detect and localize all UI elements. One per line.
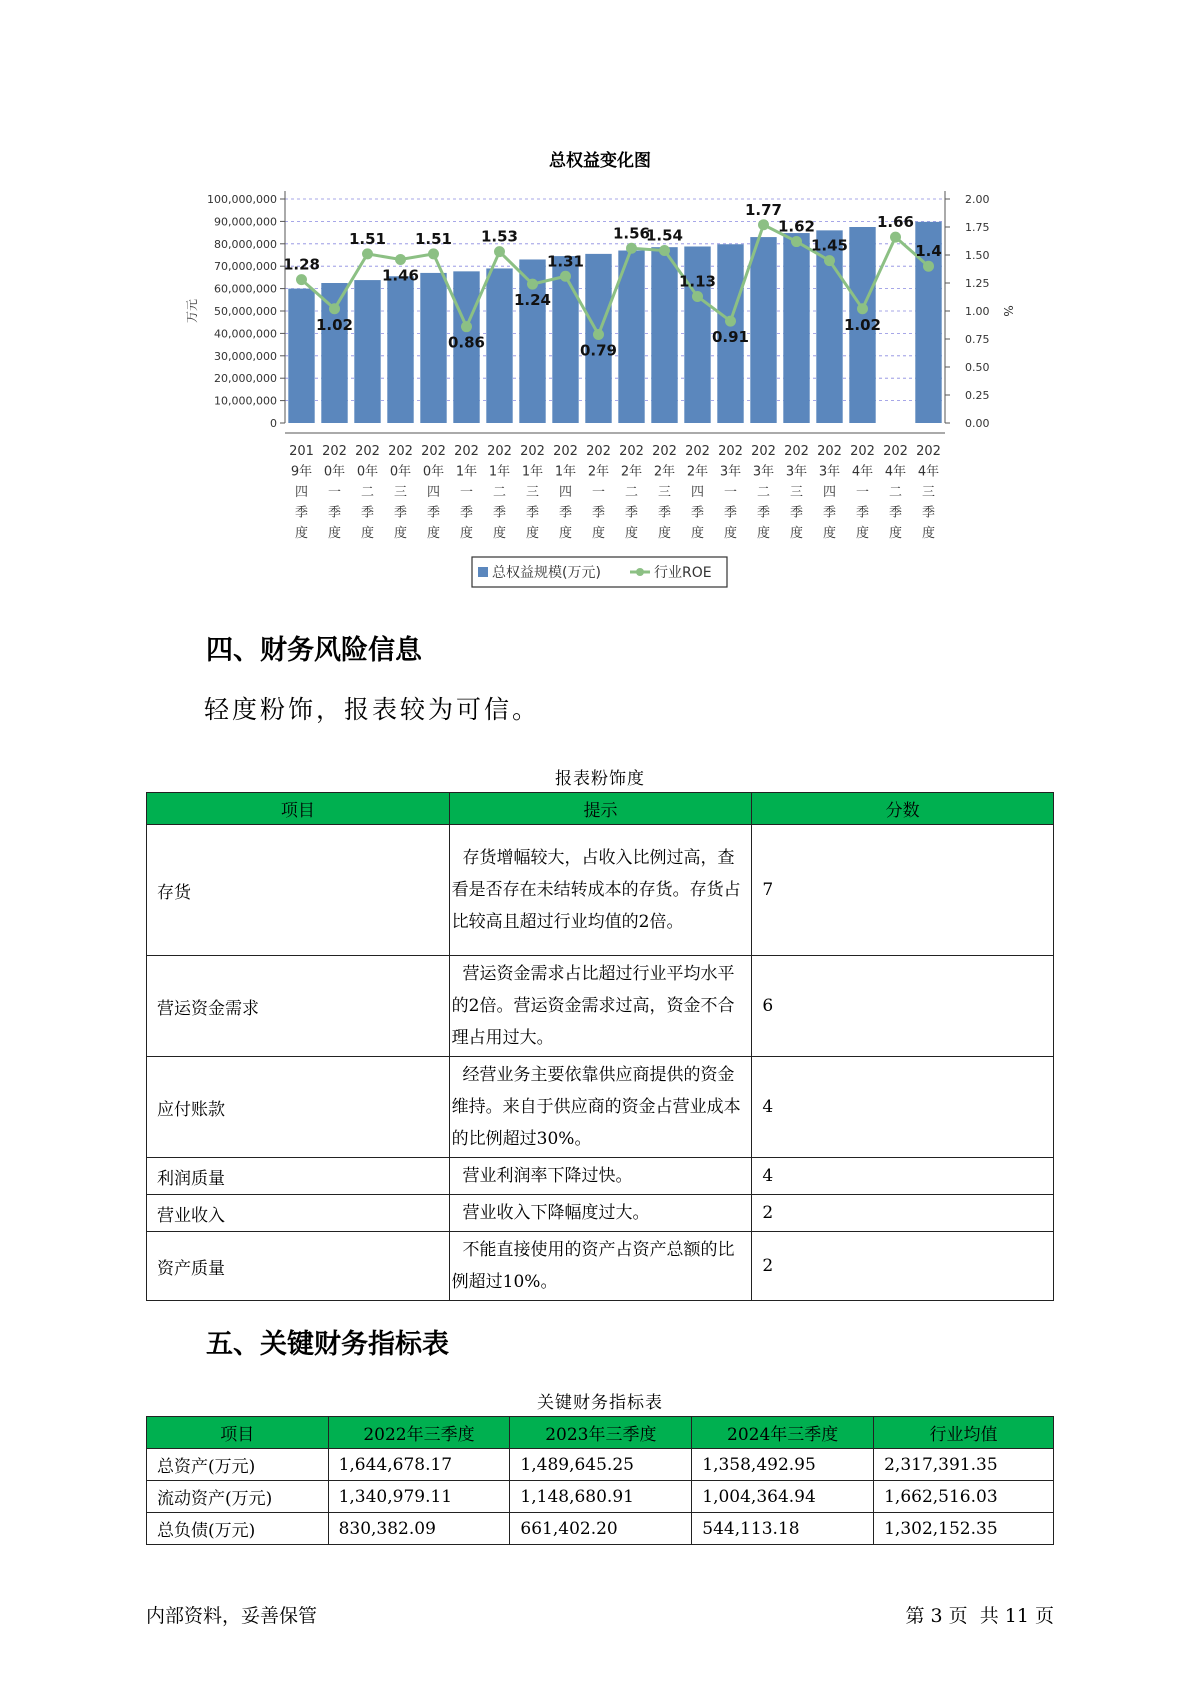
- y-tick-label: 60,000,000: [214, 282, 277, 296]
- x-tick-label: 3年: [719, 464, 742, 480]
- metric-name: 总负债(万元): [147, 1513, 329, 1545]
- bar: [288, 289, 314, 423]
- x-tick-label: 度: [822, 526, 837, 541]
- x-tick-label: 度: [855, 526, 870, 541]
- roe-point: [593, 329, 604, 340]
- x-tick-label: 202: [817, 444, 842, 459]
- roe-point: [890, 232, 901, 243]
- roe-point: [659, 245, 670, 256]
- roe-data-label: 1.53: [480, 227, 519, 246]
- x-tick-label: 202: [388, 444, 413, 459]
- roe-point: [461, 321, 472, 332]
- col-header-item: 项目: [147, 793, 450, 825]
- roe-point: [824, 255, 835, 266]
- x-tick-label: 度: [657, 526, 672, 541]
- x-tick-label: 三: [921, 485, 936, 500]
- table-row: [147, 1232, 1054, 1301]
- col-header-item: 项目: [147, 1417, 329, 1449]
- x-tick-label: 度: [756, 526, 771, 541]
- y-tick-label: 30,000,000: [214, 349, 277, 363]
- risk-score: 4: [752, 1057, 1054, 1158]
- x-tick-label: 二: [624, 485, 639, 500]
- roe-data-label: 1.46: [381, 266, 420, 285]
- x-tick-label: 202: [322, 444, 347, 459]
- x-tick-label: 3年: [818, 464, 841, 480]
- x-tick-label: 季: [525, 505, 540, 521]
- risk-tip: 存货增幅较大，占收入比例过高，查看是否存在未结转成本的存货。存货占比较高且超过行业均值的2倍。: [449, 825, 752, 956]
- chart-legend: [472, 557, 727, 587]
- metric-value: 661,402.20: [510, 1513, 692, 1545]
- x-tick-label: 一: [327, 485, 342, 500]
- x-tick-label: 季: [327, 505, 342, 521]
- risk-tip: 营业利润率下降过快。: [449, 1158, 752, 1195]
- legend-swatch-bar: [478, 567, 488, 577]
- x-tick-label: 1年: [455, 464, 478, 480]
- x-tick-label: 季: [723, 505, 738, 521]
- y2-tick-label: 1.00: [965, 305, 990, 318]
- metric-value: 544,113.18: [692, 1513, 874, 1545]
- roe-data-label: 1.24: [513, 291, 552, 310]
- roe-point: [857, 303, 868, 314]
- roe-point: [725, 316, 736, 327]
- section-5-heading: 五、关键财务指标表: [206, 1329, 449, 1360]
- risk-score: 2: [752, 1195, 1054, 1232]
- x-tick-label: 四: [426, 485, 441, 500]
- legend-label-bar: 总权益规模(万元): [492, 565, 601, 581]
- metric-value: 1,644,678.17: [328, 1449, 510, 1481]
- x-tick-label: 度: [393, 526, 408, 541]
- roe-data-label: 1.4: [915, 242, 942, 261]
- legend-marker-line: [636, 568, 644, 576]
- bar: [387, 276, 413, 423]
- roe-data-label: 1.13: [678, 272, 717, 291]
- roe-point: [395, 254, 406, 265]
- bar: [783, 233, 809, 423]
- x-tick-label: 度: [591, 526, 606, 541]
- y-tick-label: 90,000,000: [214, 215, 277, 229]
- x-tick-label: 一: [855, 485, 870, 500]
- roe-data-label: 1.28: [282, 255, 321, 274]
- y-tick-label: 50,000,000: [214, 305, 277, 318]
- x-tick-label: 度: [624, 526, 639, 541]
- x-tick-label: 季: [657, 505, 672, 521]
- risk-score: 4: [752, 1158, 1054, 1195]
- risk-score: 7: [752, 825, 1054, 956]
- risk-item: 存货: [147, 825, 450, 956]
- x-tick-label: 三: [525, 485, 540, 500]
- metric-value: 1,662,516.03: [874, 1481, 1054, 1513]
- risk-tip: 营运资金需求占比超过行业平均水平的2倍。营运资金需求过高，资金不合理占用过大。: [449, 956, 752, 1057]
- metric-value: 1,489,645.25: [510, 1449, 692, 1481]
- roe-point: [362, 248, 373, 259]
- col-header-industry-avg: 行业均值: [874, 1417, 1054, 1449]
- y2-axis-label: %: [1001, 305, 1015, 317]
- metric-value: 2,317,391.35: [874, 1449, 1054, 1481]
- legend-label-line: 行业ROE: [654, 565, 712, 581]
- x-tick-label: 三: [393, 485, 408, 500]
- x-tick-label: 202: [421, 444, 446, 459]
- x-tick-label: 202: [355, 444, 380, 459]
- col-header-2022q3: 2022年三季度: [328, 1417, 510, 1449]
- x-tick-label: 季: [294, 505, 309, 521]
- x-tick-label: 202: [553, 444, 578, 459]
- equity-chart: [0, 0, 1191, 600]
- x-tick-label: 0年: [323, 464, 346, 480]
- roe-data-label: 1.54: [645, 226, 684, 245]
- x-tick-label: 一: [591, 485, 606, 500]
- chart-title: 总权益变化图: [549, 151, 651, 171]
- x-tick-label: 1年: [521, 464, 544, 480]
- x-tick-label: 度: [294, 526, 309, 541]
- table-row: [147, 1481, 1054, 1513]
- table-row: [147, 1513, 1054, 1545]
- col-header-2023q3: 2023年三季度: [510, 1417, 692, 1449]
- roe-data-label: 1.51: [414, 229, 453, 248]
- x-tick-label: 4年: [884, 464, 907, 480]
- roe-data-label: 0.91: [711, 328, 750, 347]
- x-tick-label: 季: [822, 505, 837, 521]
- x-tick-label: 季: [756, 505, 771, 521]
- y2-tick-label: 1.25: [965, 277, 990, 290]
- roe-data-label: 1.56: [612, 224, 651, 243]
- y2-tick-label: 0.00: [965, 417, 990, 430]
- roe-data-label: 1.66: [876, 213, 915, 232]
- y2-tick-label: 0.25: [965, 389, 990, 402]
- x-tick-label: 季: [624, 505, 639, 521]
- x-tick-label: 度: [723, 526, 738, 541]
- x-tick-label: 季: [855, 505, 870, 521]
- x-tick-label: 季: [459, 505, 474, 521]
- roe-data-label: 1.02: [315, 315, 354, 334]
- x-tick-label: 度: [327, 526, 342, 541]
- bar: [420, 273, 446, 423]
- roe-data-label: 1.31: [546, 252, 585, 271]
- x-tick-label: 0年: [422, 464, 445, 480]
- risk-item: 资产质量: [147, 1232, 450, 1301]
- x-tick-label: 202: [619, 444, 644, 459]
- bar: [354, 280, 380, 423]
- y2-tick-label: 1.50: [965, 249, 990, 262]
- risk-table-caption: 报表粉饰度: [555, 769, 645, 789]
- x-tick-label: 3年: [752, 464, 775, 480]
- roe-point: [428, 248, 439, 259]
- x-tick-label: 202: [883, 444, 908, 459]
- y-tick-label: 100,000,000: [207, 193, 277, 206]
- x-tick-label: 季: [690, 505, 705, 521]
- risk-summary: 轻度粉饰，报表较为可信。: [204, 695, 541, 724]
- metric-value: 830,382.09: [328, 1513, 510, 1545]
- y2-tick-label: 1.75: [965, 221, 990, 234]
- x-tick-label: 2年: [587, 464, 610, 480]
- x-tick-label: 202: [520, 444, 545, 459]
- x-tick-label: 季: [591, 505, 606, 521]
- y-tick-label: 80,000,000: [214, 237, 277, 251]
- roe-point: [791, 236, 802, 247]
- roe-data-label: 1.51: [348, 229, 387, 248]
- col-header-tip: 提示: [449, 793, 752, 825]
- x-tick-label: 季: [921, 505, 936, 521]
- x-tick-label: 一: [459, 485, 474, 500]
- x-tick-label: 2年: [653, 464, 676, 480]
- x-tick-label: 度: [459, 526, 474, 541]
- table-row: [147, 1449, 1054, 1481]
- y-tick-label: 0: [270, 417, 277, 430]
- x-tick-label: 四: [690, 485, 705, 500]
- table-row: [147, 1057, 1054, 1158]
- x-tick-label: 202: [652, 444, 677, 459]
- x-tick-label: 四: [294, 485, 309, 500]
- footer-page-number: 第 3 页 共 11 页: [905, 1605, 1054, 1627]
- x-tick-label: 202: [586, 444, 611, 459]
- metric-value: 1,302,152.35: [874, 1513, 1054, 1545]
- roe-point: [296, 274, 307, 285]
- x-tick-label: 四: [822, 485, 837, 500]
- section-4-heading: 四、财务风险信息: [206, 635, 422, 666]
- bar: [486, 268, 512, 423]
- x-tick-label: 度: [921, 526, 936, 541]
- x-tick-label: 季: [360, 505, 375, 521]
- roe-data-label: 1.77: [744, 200, 783, 219]
- x-tick-label: 季: [888, 505, 903, 521]
- x-tick-label: 0年: [389, 464, 412, 480]
- x-tick-label: 季: [789, 505, 804, 521]
- y-axis-label: 万元: [185, 298, 199, 324]
- bar: [651, 247, 677, 423]
- x-tick-label: 3年: [785, 464, 808, 480]
- x-tick-label: 4年: [851, 464, 874, 480]
- bar: [750, 237, 776, 423]
- table-row: [147, 1158, 1054, 1195]
- x-tick-label: 4年: [917, 464, 940, 480]
- x-tick-label: 202: [751, 444, 776, 459]
- metric-value: 1,148,680.91: [510, 1481, 692, 1513]
- roe-point: [329, 303, 340, 314]
- x-tick-label: 四: [558, 485, 573, 500]
- table-row: [147, 1195, 1054, 1232]
- y-tick-label: 40,000,000: [214, 327, 277, 341]
- x-tick-label: 一: [723, 485, 738, 500]
- risk-item: 营运资金需求: [147, 956, 450, 1057]
- x-tick-label: 0年: [356, 464, 379, 480]
- col-header-2024q3: 2024年三季度: [692, 1417, 874, 1449]
- roe-data-label: 0.86: [447, 333, 486, 352]
- x-tick-label: 202: [685, 444, 710, 459]
- roe-data-label: 1.62: [777, 217, 816, 236]
- x-tick-label: 202: [718, 444, 743, 459]
- x-tick-label: 202: [784, 444, 809, 459]
- x-tick-label: 1年: [488, 464, 511, 480]
- roe-point: [923, 261, 934, 272]
- risk-score: 2: [752, 1232, 1054, 1301]
- x-tick-label: 三: [657, 485, 672, 500]
- x-tick-label: 2年: [620, 464, 643, 480]
- y2-tick-label: 0.50: [965, 361, 990, 374]
- roe-point: [626, 243, 637, 254]
- roe-data-label: 0.79: [579, 341, 618, 360]
- x-tick-label: 202: [487, 444, 512, 459]
- col-header-score: 分数: [752, 793, 1054, 825]
- x-tick-label: 度: [789, 526, 804, 541]
- roe-point: [494, 246, 505, 257]
- x-tick-label: 202: [916, 444, 941, 459]
- y2-tick-label: 0.75: [965, 333, 990, 346]
- x-tick-label: 二: [888, 485, 903, 500]
- risk-item: 应付账款: [147, 1057, 450, 1158]
- risk-table: [146, 792, 1054, 1301]
- x-tick-label: 二: [756, 485, 771, 500]
- x-tick-label: 度: [426, 526, 441, 541]
- risk-tip: 营业收入下降幅度过大。: [449, 1195, 752, 1232]
- key-table-caption: 关键财务指标表: [537, 1393, 663, 1413]
- x-tick-label: 度: [888, 526, 903, 541]
- metric-value: 1,358,492.95: [692, 1449, 874, 1481]
- y-tick-label: 10,000,000: [214, 394, 277, 408]
- x-tick-label: 度: [492, 526, 507, 541]
- x-tick-label: 2年: [686, 464, 709, 480]
- x-tick-label: 三: [789, 485, 804, 500]
- y-tick-label: 20,000,000: [214, 372, 277, 386]
- risk-tip: 经营业务主要依靠供应商提供的资金维持。来自于供应商的资金占营业成本的比例超过30%。: [449, 1057, 752, 1158]
- x-tick-label: 季: [492, 505, 507, 521]
- risk-tip: 不能直接使用的资产占资产总额的比例超过10%。: [449, 1232, 752, 1301]
- roe-data-label: 1.45: [810, 236, 849, 255]
- x-tick-label: 9年: [290, 464, 313, 480]
- roe-data-label: 1.02: [843, 315, 882, 334]
- table-row: [147, 956, 1054, 1057]
- footer-confidential: 内部资料，妥善保管: [146, 1605, 318, 1627]
- x-tick-label: 度: [360, 526, 375, 541]
- risk-item: 利润质量: [147, 1158, 450, 1195]
- y-tick-label: 70,000,000: [214, 260, 277, 274]
- x-tick-label: 1年: [554, 464, 577, 480]
- x-tick-label: 202: [850, 444, 875, 459]
- x-tick-label: 季: [426, 505, 441, 521]
- x-tick-label: 度: [558, 526, 573, 541]
- key-metrics-table: [146, 1416, 1054, 1545]
- x-tick-label: 201: [289, 444, 314, 459]
- roe-point: [692, 291, 703, 302]
- risk-score: 6: [752, 956, 1054, 1057]
- risk-item: 营业收入: [147, 1195, 450, 1232]
- roe-point: [527, 279, 538, 290]
- x-tick-label: 季: [393, 505, 408, 521]
- y2-tick-label: 2.00: [965, 193, 990, 206]
- x-tick-label: 度: [525, 526, 540, 541]
- roe-point: [560, 271, 571, 282]
- x-tick-label: 202: [454, 444, 479, 459]
- metric-value: 1,004,364.94: [692, 1481, 874, 1513]
- roe-point: [758, 219, 769, 230]
- x-tick-label: 二: [492, 485, 507, 500]
- x-tick-label: 度: [690, 526, 705, 541]
- metric-name: 总资产(万元): [147, 1449, 329, 1481]
- metric-value: 1,340,979.11: [328, 1481, 510, 1513]
- metric-name: 流动资产(万元): [147, 1481, 329, 1513]
- x-tick-label: 季: [558, 505, 573, 521]
- table-row: [147, 825, 1054, 956]
- x-tick-label: 二: [360, 485, 375, 500]
